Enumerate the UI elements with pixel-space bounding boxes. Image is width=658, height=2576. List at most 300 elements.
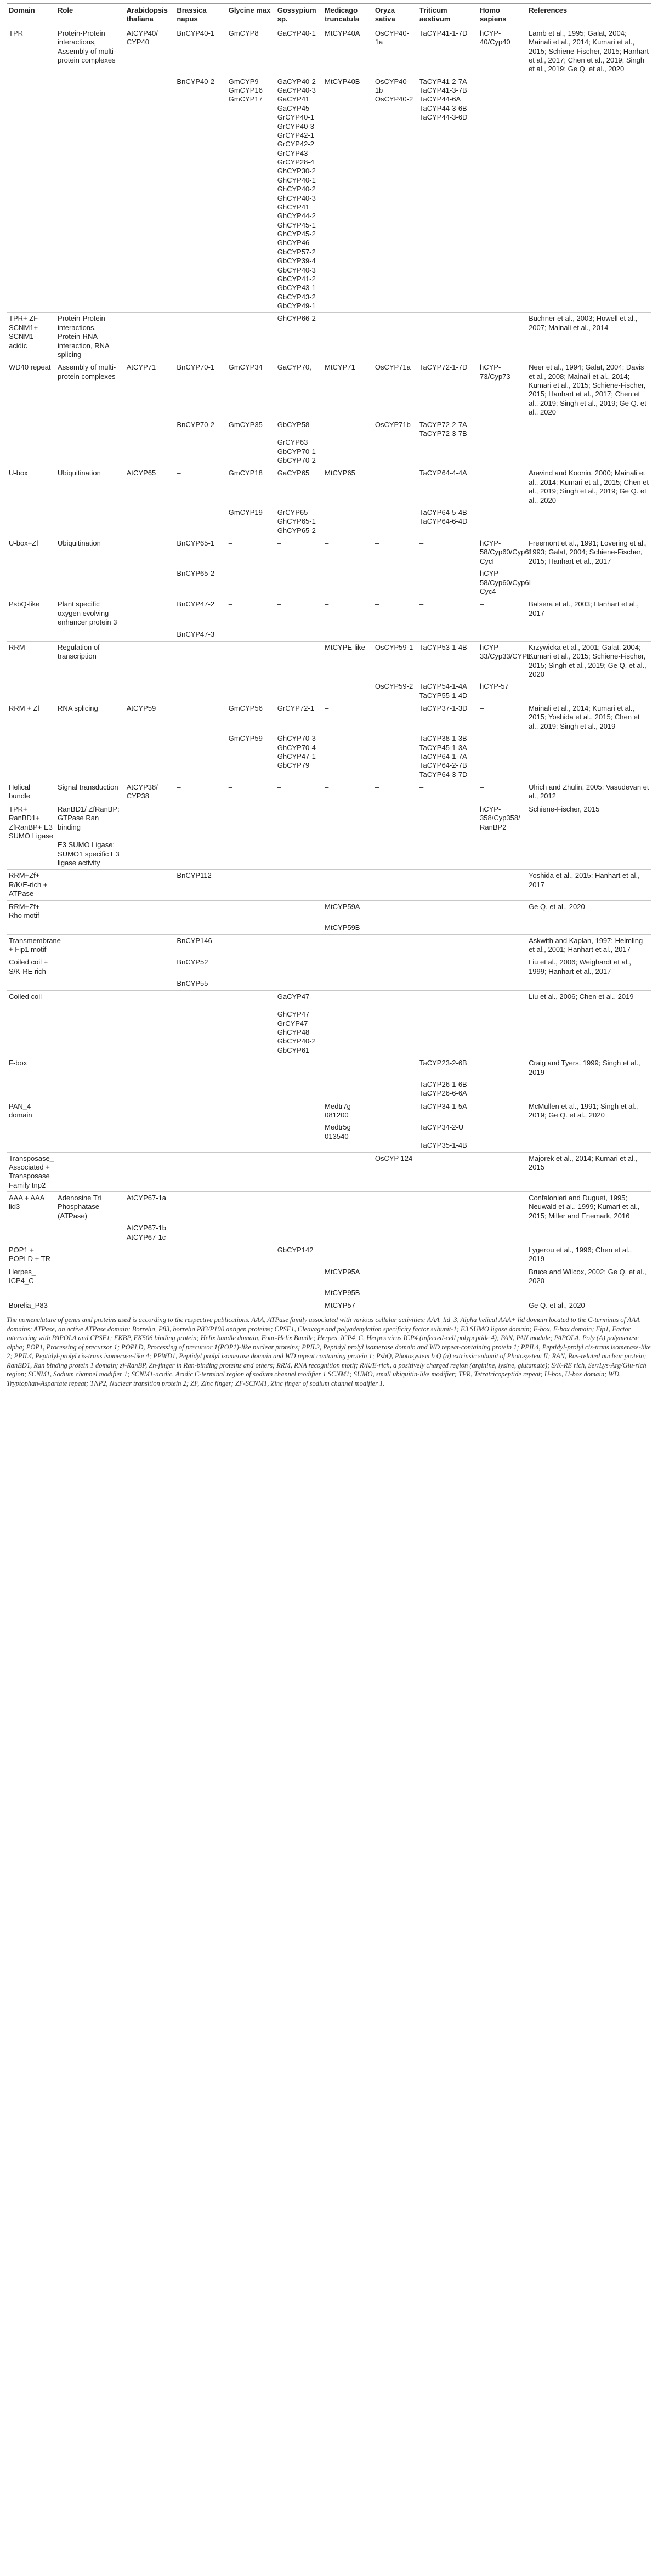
table-cell [417,956,478,978]
table-cell: – [478,702,526,733]
table-cell: – [478,313,526,361]
table-cell: Ge Q. et al., 2020 [526,900,651,922]
table-cell [124,1287,175,1299]
table-cell: PAN_4 domain [7,1100,55,1121]
table-cell [275,1300,322,1312]
table-cell [124,419,175,467]
table-cell: Regulation of transcription [55,641,124,680]
table-cell [373,467,417,507]
table-cell [478,1079,526,1100]
table-cell [322,1244,373,1266]
table-cell: GmCYP9 GmCYP16 GmCYP17 [228,77,263,104]
table-row [7,419,651,467]
table-cell: GhCYP66-2 [275,313,322,361]
table-cell [526,76,651,313]
table-cell [275,1192,322,1223]
table-cell: AtCYP59 [124,702,175,733]
table-cell: GbCYP58 GrCYP63 GbCYP70-1 GbCYP70-2 [277,420,316,464]
table-cell: Ulrich and Zhulin, 2005; Vasudevan et al., 2012 [526,781,651,803]
table-cell [322,419,373,467]
table-row [7,978,651,990]
table-cell [174,900,226,922]
table-cell: Mainali et al., 2014; Kumari et al., 2015; Yoshida et al., 2015; Chen et al., 2019; Singh et al., 2019 [526,702,651,733]
table-cell [174,922,226,934]
table-cell: AtCYP38/ CYP38 [124,781,175,803]
table-cell [174,702,226,733]
table-cell: GmCYP34 [226,361,275,419]
table-cell [275,680,322,702]
table-cell: AAA + AAA lid3 [7,1192,55,1223]
table-cell [275,922,322,934]
table-cell [478,1121,526,1152]
table-cell: RRM+Zf+ Rho motif [7,900,55,922]
table-cell: WD40 repeat [7,361,55,419]
table-cell [55,419,124,467]
table-row [7,568,651,598]
table-cell: Coiled coil [7,990,55,1057]
table-cell [55,1057,124,1079]
table-cell [124,803,175,870]
table-row [7,680,651,702]
table-cell [174,1121,226,1152]
table-cell [226,978,275,990]
table-cell: GaCYP47 GhCYP47 GrCYP47 GhCYP48 GbCYP40-2 GbCYP61 [275,990,322,1057]
table-cell [478,1287,526,1299]
table-row [7,537,651,568]
table-row [7,598,651,629]
table-cell [478,956,526,978]
table-cell [7,419,55,467]
table-cell: Helical bundle [7,781,55,803]
table-cell [124,1266,175,1287]
table-cell [322,628,373,641]
table-cell [226,803,275,870]
table-row [7,1121,651,1152]
table-cell [373,1266,417,1287]
table-cell: Confalonieri and Duguet, 1995; Neuwald et al., 1999; Kumari et al., 2015; Miller and Enemark, 2016 [526,1192,651,1223]
table-cell: Ge Q. et al., 2020 [526,1300,651,1312]
table-cell [124,1057,175,1079]
table-cell: Transposase_ Associated + Transposase Family tnp2 [7,1152,55,1192]
table-cell [417,900,478,922]
table-cell: TPR+ RanBD1+ ZfRanBP+ E3 SUMO Ligase [7,803,55,870]
table-cell [478,1192,526,1223]
table-cell: MtCYP95B [325,1289,360,1297]
table-row [7,1057,651,1079]
table-cell: Krzywicka et al., 2001; Galat, 2004; Kumari et al., 2015; Schiene-Fischer, 2015; Singh et al., 2019; Ge Q. et al., 2020 [526,641,651,680]
table-cell [478,1244,526,1266]
table-cell: GaCYP40-2 GaCYP40-3 GaCYP41 GaCYP45 GrCYP40-1 GrCYP40-3 GrCYP42-1 GrCYP42-2 GrCYP43 GrCYP28-4 GhCYP30-2 GhCYP40-1 GhCYP40-2 GhCYP40-3 GhCYP41 GhCYP44-2 GhCYP45-1 GhCYP45-2 GhCYP46 GbCYP57-2 GbCYP39-4 GbCYP40-3 GbCYP41-2 GbCYP43-1 GbCYP43-2 GbCYP49-1 [277,77,316,310]
table-cell: TaCYP34-1-5A [417,1100,478,1121]
table-cell: hCYP-40/Cyp40 [478,27,526,75]
table-cell: Lamb et al., 1995; Galat, 2004; Mainali et al., 2014; Kumari et al., 2015; Schiene-Fischer, 2015; Hanhart et al., 2017; Chen et al., 2019; Singh et al., 2019; Ge Q. et al., 2020 [526,27,651,75]
table-cell: TaCYP23-2-6B [417,1057,478,1079]
table-cell [478,1100,526,1121]
table-cell [55,1266,124,1287]
table-cell: OsCYP59-1 [373,641,417,680]
table-cell: MtCYP59A [322,900,373,922]
table-cell: GaCYP40-1 [275,27,322,75]
table-cell [373,990,417,1057]
table-row [7,956,651,978]
table-cell [275,1222,322,1244]
table-cell: Neer et al., 1994; Galat, 2004; Davis et al., 2008; Mainali et al., 2014; Kumari et al., 2015; Schiene-Fischer, 2015; Hanhart et al., 2017; Chen et al., 2019; Singh et al., 2019; Ge Q. et al., 2020 [526,361,651,419]
table-cell: – [174,313,226,361]
table-cell [478,922,526,934]
table-cell [526,1121,651,1152]
table-cell [322,934,373,956]
table-cell: POP1 + POPLD + TR [7,1244,55,1266]
table-cell [226,1192,275,1223]
table-cell [174,507,226,537]
table-cell [478,733,526,781]
table-row [7,870,651,900]
table-cell [55,628,124,641]
table-cell: – [322,313,373,361]
table-cell: BnCYP65-1 [174,537,226,568]
table-cell: – [275,781,322,803]
table-row [7,733,651,781]
table-cell: GmCYP35 [228,420,263,429]
table-cell [526,922,651,934]
table-cell [322,1057,373,1079]
column-header: Triticum aestivum [417,4,478,27]
table-cell [322,733,373,781]
table-cell: OsCYP59-2 [375,682,413,691]
table-cell [275,1287,322,1299]
table-cell [373,568,417,598]
table-cell: – [226,598,275,629]
table-cell [55,870,124,900]
table-cell: – [174,1100,226,1121]
table-cell [322,1222,373,1244]
table-cell [174,990,226,1057]
table-cell [526,1287,651,1299]
table-cell [226,1121,275,1152]
table-cell: Herpes_ ICP4_C [7,1266,55,1287]
table-cell [55,733,124,781]
table-cell [226,956,275,978]
table-cell [174,1079,226,1100]
table-cell [322,956,373,978]
table-cell: AtCYP65 [124,467,175,507]
table-cell [226,680,275,702]
table-cell: OsCYP 124 [373,1152,417,1192]
table-cell [478,76,526,313]
table-cell [275,1121,322,1152]
table-cell [174,1244,226,1266]
table-cell: GbCYP142 [275,1244,322,1266]
table-cell [373,1121,417,1152]
table-cell [373,934,417,956]
table-cell [124,1300,175,1312]
table-cell [275,1057,322,1079]
table-cell: – [174,1152,226,1192]
table-cell [226,628,275,641]
cyclophilin-domain-table [7,3,651,1312]
table-cell: hCYP-358/Cyp358/ RanBP2 [478,803,526,870]
table-cell: – [226,537,275,568]
table-cell [417,870,478,900]
table-cell [275,934,322,956]
column-header: References [526,4,651,27]
table-cell: Protein-Protein interactions, Assembly of multi-protein complexes [55,27,124,75]
table-cell [124,76,175,313]
table-cell [124,1244,175,1266]
table-cell: hCYP-57 [480,682,509,691]
table-cell [373,507,417,537]
table-cell [417,1300,478,1312]
table-cell [322,990,373,1057]
table-cell: Aravind and Koonin, 2000; Mainali et al., 2014; Kumari et al., 2015; Chen et al., 2019; Singh et al., 2019; Ge Q. et al., 2020 [526,467,651,507]
table-cell [373,1192,417,1223]
table-cell: – [275,1100,322,1121]
table-cell: TaCYP34-2-U TaCYP35-1-4B [419,1123,467,1150]
table-cell [55,956,124,978]
table-row [7,641,651,680]
table-cell [7,922,55,934]
table-cell: TaCYP38-1-3B TaCYP45-1-3A TaCYP64-1-7A TaCYP64-2-7B TaCYP64-3-7D [419,734,468,779]
table-cell [322,568,373,598]
table-cell: TPR [7,27,55,75]
table-cell [373,1100,417,1121]
table-cell: – [124,1152,175,1192]
table-cell [275,900,322,922]
table-cell: – [417,781,478,803]
table-cell: – [478,598,526,629]
table-cell [373,922,417,934]
table-row [7,628,651,641]
table-cell [478,507,526,537]
table-row [7,361,651,419]
table-cell [322,870,373,900]
table-cell [275,628,322,641]
table-cell: – [55,1152,124,1192]
table-cell: BnCYP65-2 [177,569,215,578]
table-cell [55,934,124,956]
table-cell: GmCYP19 [228,508,263,517]
table-cell: RNA splicing [55,702,124,733]
table-cell: Freemont et al., 1991; Lovering et al., 1993; Galat, 2004; Schiene-Fischer, 2015; Hanhart et al., 2017 [526,537,651,568]
table-body [7,27,651,1312]
table-cell [478,934,526,956]
table-cell: GrCYP65 GhCYP65-1 GhCYP65-2 [277,508,316,535]
table-row [7,507,651,537]
table-cell [226,1300,275,1312]
table-cell [373,900,417,922]
table-cell: – [373,598,417,629]
table-cell [124,990,175,1057]
table-page [7,0,651,1393]
table-row [7,1244,651,1266]
table-cell: RRM + Zf [7,702,55,733]
table-cell [226,1079,275,1100]
table-cell: – [174,467,226,507]
table-cell: – [322,702,373,733]
table-cell: TaCYP53-1-4B [417,641,478,680]
table-row [7,702,651,733]
table-row [7,1192,651,1223]
table-cell: Buchner et al., 2003; Howell et al., 2007; Mainali et al., 2014 [526,313,651,361]
table-row [7,1079,651,1100]
table-cell [322,680,373,702]
table-cell [373,956,417,978]
table-cell: – [322,537,373,568]
table-cell [7,628,55,641]
table-row [7,27,651,75]
table-cell: Ubiquitination [55,467,124,507]
table-cell: Borelia_P83 [7,1300,55,1312]
table-cell [124,680,175,702]
table-cell [417,934,478,956]
table-cell [55,1222,124,1244]
table-cell [7,1079,55,1100]
column-header: Domain [7,4,55,27]
table-cell [124,733,175,781]
table-cell: Medtr5g 013540 [325,1123,351,1141]
table-cell: Bruce and Wilcox, 2002; Ge Q. et al., 2020 [526,1266,651,1287]
table-cell: TaCYP26-1-6B TaCYP26-6-6A [419,1080,467,1098]
column-header: Role [55,4,124,27]
table-cell: Ubiquitination [55,537,124,568]
table-cell: – [275,1152,322,1192]
table-row [7,467,651,507]
table-cell: hCYP-33/Cyp33/CYPE [478,641,526,680]
table-cell: BnCYP112 [174,870,226,900]
table-cell [226,1244,275,1266]
table-cell [417,628,478,641]
table-cell: MtCYP59B [325,923,360,932]
table-cell: BnCYP70-1 [174,361,226,419]
table-cell [174,803,226,870]
table-cell [373,628,417,641]
table-cell: Liu et al., 2006; Chen et al., 2019 [526,990,651,1057]
table-cell: Transmembrane + Fip1 motif [7,934,55,956]
table-cell [275,870,322,900]
table-cell: hCYP-58/Cyp60/Cyp6I Cyc4 [480,569,531,595]
table-cell [373,1244,417,1266]
table-cell: GmCYP56 [226,702,275,733]
table-cell [373,1057,417,1079]
table-cell [526,1079,651,1100]
table-cell [124,956,175,978]
table-cell [417,1244,478,1266]
table-cell: Coiled coil + S/K-RE rich [7,956,55,978]
table-cell [226,1222,275,1244]
table-cell [417,1266,478,1287]
table-row [7,1266,651,1287]
table-cell [478,1266,526,1287]
table-cell [373,1300,417,1312]
table-cell [7,1287,55,1299]
table-cell: – [226,781,275,803]
table-cell: TaCYP41-2-7A TaCYP41-3-7B TaCYP44-6A TaCYP44-3-6B TaCYP44-3-6D [419,77,468,122]
column-header: Glycine max [226,4,275,27]
table-cell [275,956,322,978]
table-cell [275,978,322,990]
table-row [7,781,651,803]
table-cell: BnCYP47-2 [174,598,226,629]
table-cell [55,990,124,1057]
table-cell [124,507,175,537]
table-row [7,1287,651,1299]
table-row [7,76,651,313]
table-cell: – [417,1152,478,1192]
table-row [7,1100,651,1121]
table-cell [478,1057,526,1079]
table-cell: GmCYP59 [228,734,263,743]
table-cell: – [124,313,175,361]
table-cell [526,568,651,598]
table-cell: – [373,313,417,361]
table-cell: AtCYP71 [124,361,175,419]
table-cell: – [55,900,124,922]
table-cell [478,990,526,1057]
table-cell [226,1057,275,1079]
table-cell: – [373,537,417,568]
table-cell [478,1222,526,1244]
table-cell [174,680,226,702]
column-header: Arabidopsis thaliana [124,4,175,27]
table-cell: PsbQ-like [7,598,55,629]
table-cell [174,1300,226,1312]
table-cell: – [417,537,478,568]
table-cell [373,733,417,781]
table-cell [7,76,55,313]
table-row [7,934,651,956]
table-cell [322,507,373,537]
table-cell: RRM [7,641,55,680]
table-cell: – [275,598,322,629]
table-cell [373,702,417,733]
table-cell [124,922,175,934]
table-cell [55,680,124,702]
table-cell: Yoshida et al., 2015; Hanhart et al., 2017 [526,870,651,900]
table-row [7,900,651,922]
table-row [7,1300,651,1312]
table-cell [478,467,526,507]
table-cell: GaCYP65 [275,467,322,507]
table-cell [417,1222,478,1244]
table-cell: TaCYP64-4-4A [417,467,478,507]
table-cell [174,1192,226,1223]
table-cell [275,803,322,870]
table-cell: TaCYP37-1-3D [417,702,478,733]
table-cell [55,1121,124,1152]
table-cell: hCYP-58/Cyp60/Cyp6I CycI [478,537,526,568]
table-cell [226,990,275,1057]
table-cell: MtCYP40B [325,77,360,86]
table-cell [55,1244,124,1266]
table-cell [478,900,526,922]
table-cell [124,598,175,629]
table-cell: MtCYP57 [322,1300,373,1312]
table-cell [526,507,651,537]
table-cell [478,870,526,900]
table-cell: Medtr7g 081200 [322,1100,373,1121]
table-cell: U-box [7,467,55,507]
table-cell [226,900,275,922]
table-cell [226,870,275,900]
table-cell: – [226,1152,275,1192]
table-cell [373,870,417,900]
column-header: Brassica napus [174,4,226,27]
table-cell [226,568,275,598]
table-cell: BnCYP40-1 [174,27,226,75]
column-header: Gossypium sp. [275,4,322,27]
table-cell: Majorek et al., 2014; Kumari et al., 2015 [526,1152,651,1192]
column-header: Oryza sativa [373,4,417,27]
